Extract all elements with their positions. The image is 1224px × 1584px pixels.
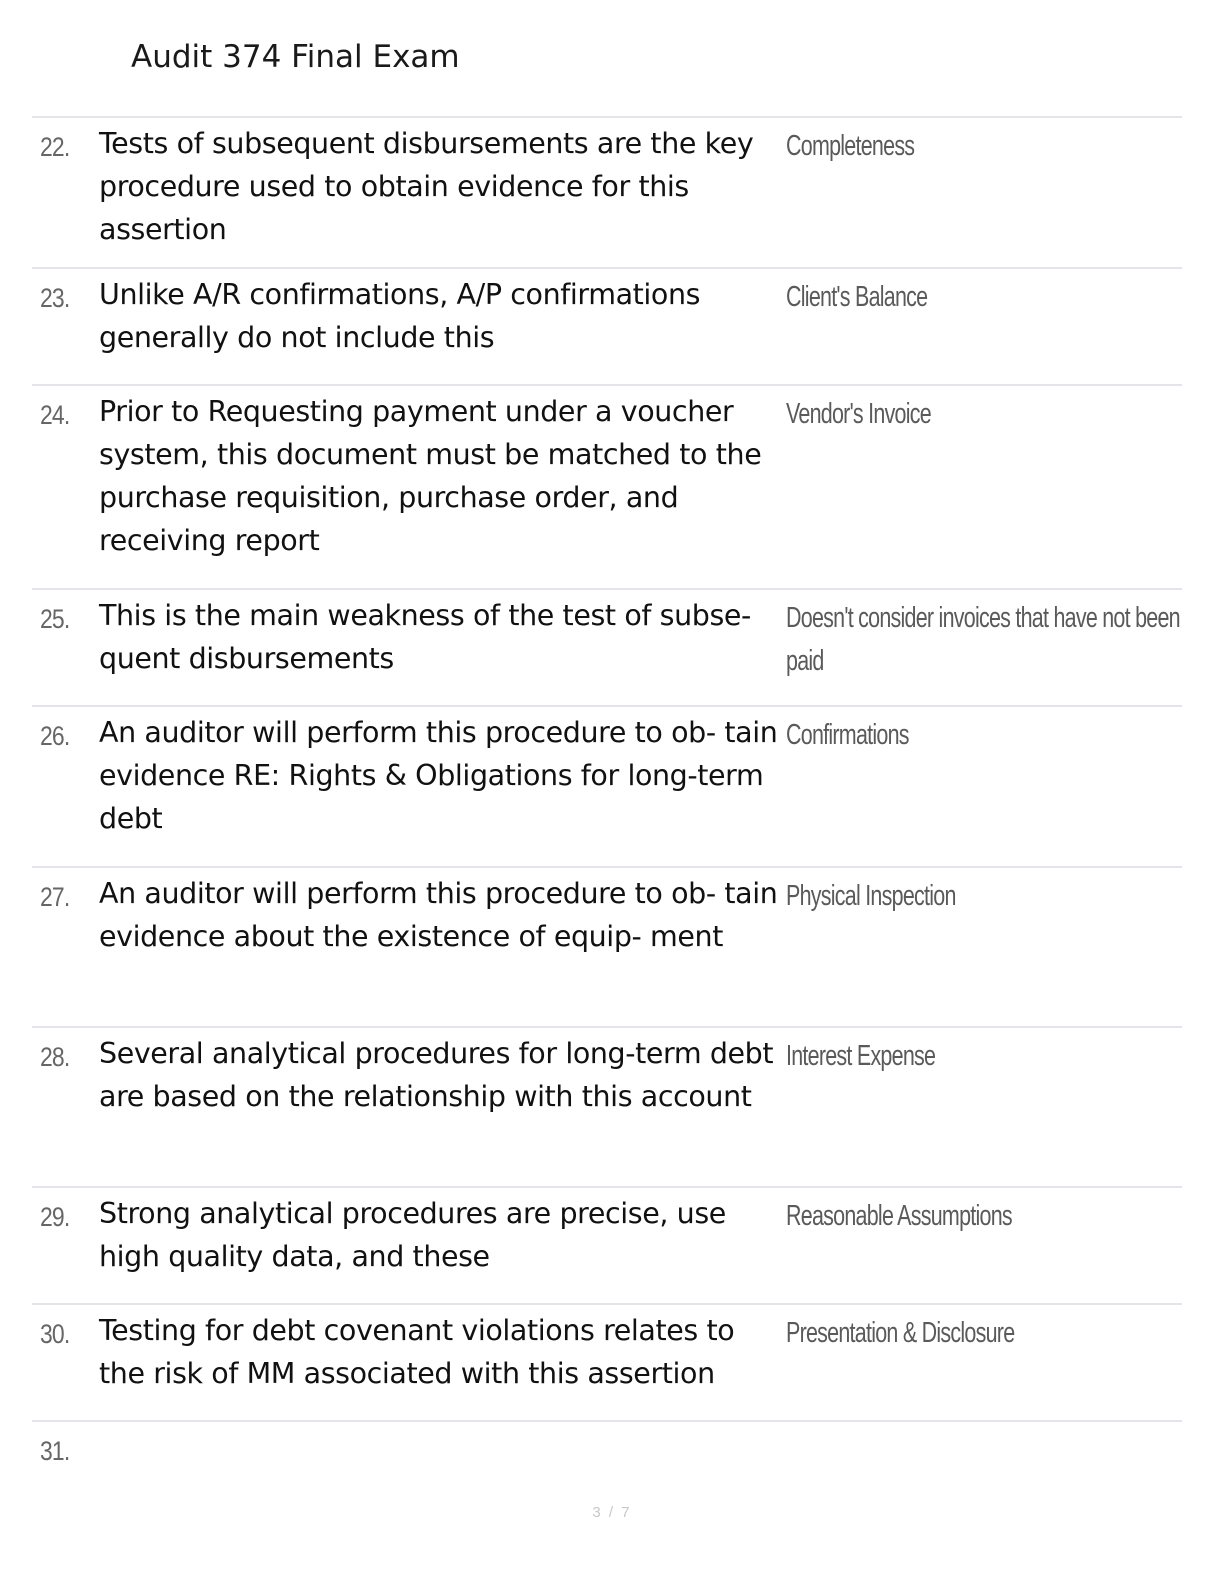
question-text: Tests of subsequent disbursements are the key procedure used to obtain evidence for this assertion <box>99 127 754 246</box>
answer-text: Vendor's Invoice <box>786 398 931 430</box>
answer-text: Confirmations <box>786 719 909 751</box>
question-text: An auditor will perform this procedure to ob- tain evidence about the existence of equip- ment <box>99 877 778 953</box>
table-row <box>32 386 1182 590</box>
question-answer-table <box>32 116 1182 1492</box>
table-row <box>32 1305 1182 1422</box>
question-text: Unlike A/R confirmations, A/P confirmations generally do not include this <box>99 278 701 354</box>
question-text: This is the main weakness of the test of subse- quent disbursements <box>99 599 751 675</box>
question-number: 27. <box>40 882 70 912</box>
answer-text: Physical Inspection <box>786 880 956 912</box>
answer-text: Client's Balance <box>786 281 928 313</box>
page-number: 3 / 7 <box>592 1504 632 1521</box>
answer-text: Completeness <box>786 130 915 162</box>
question-text: Several analytical procedures for long-term debt are based on the relationship with this account <box>99 1037 774 1113</box>
question-number: 23. <box>40 283 70 313</box>
question-number: 29. <box>40 1202 70 1232</box>
question-text: Prior to Requesting payment under a voucher system, this document must be matched to the purchase requisition, purchase order, and receiving report <box>99 395 762 557</box>
table-row <box>32 1422 1182 1492</box>
question-number: 25. <box>40 604 70 634</box>
answer-text: Presentation & Disclosure <box>786 1317 1015 1349</box>
table-row <box>32 118 1182 269</box>
question-number: 24. <box>40 400 70 430</box>
answer-text: Doesn't consider invoices that have not been paid <box>786 602 1180 677</box>
question-text: Testing for debt covenant violations relates to the risk of MM associated with this assertion <box>99 1314 735 1390</box>
question-text: An auditor will perform this procedure to ob- tain evidence RE: Rights & Obligations for long-term debt <box>99 716 778 835</box>
table-row <box>32 1188 1182 1305</box>
answer-text: Reasonable Assumptions <box>786 1200 1012 1232</box>
table-row <box>32 590 1182 707</box>
table-row <box>32 707 1182 868</box>
table-row <box>32 868 1182 1028</box>
question-number: 30. <box>40 1319 70 1349</box>
answer-text: Interest Expense <box>786 1040 936 1072</box>
question-number: 28. <box>40 1042 70 1072</box>
question-number: 31. <box>40 1436 70 1466</box>
question-number: 26. <box>40 721 70 751</box>
table-row <box>32 269 1182 386</box>
page-title: Audit 374 Final Exam <box>131 39 460 75</box>
question-text: Strong analytical procedures are precise, use high quality data, and these <box>99 1197 726 1273</box>
table-row <box>32 1028 1182 1188</box>
question-number: 22. <box>40 132 70 162</box>
